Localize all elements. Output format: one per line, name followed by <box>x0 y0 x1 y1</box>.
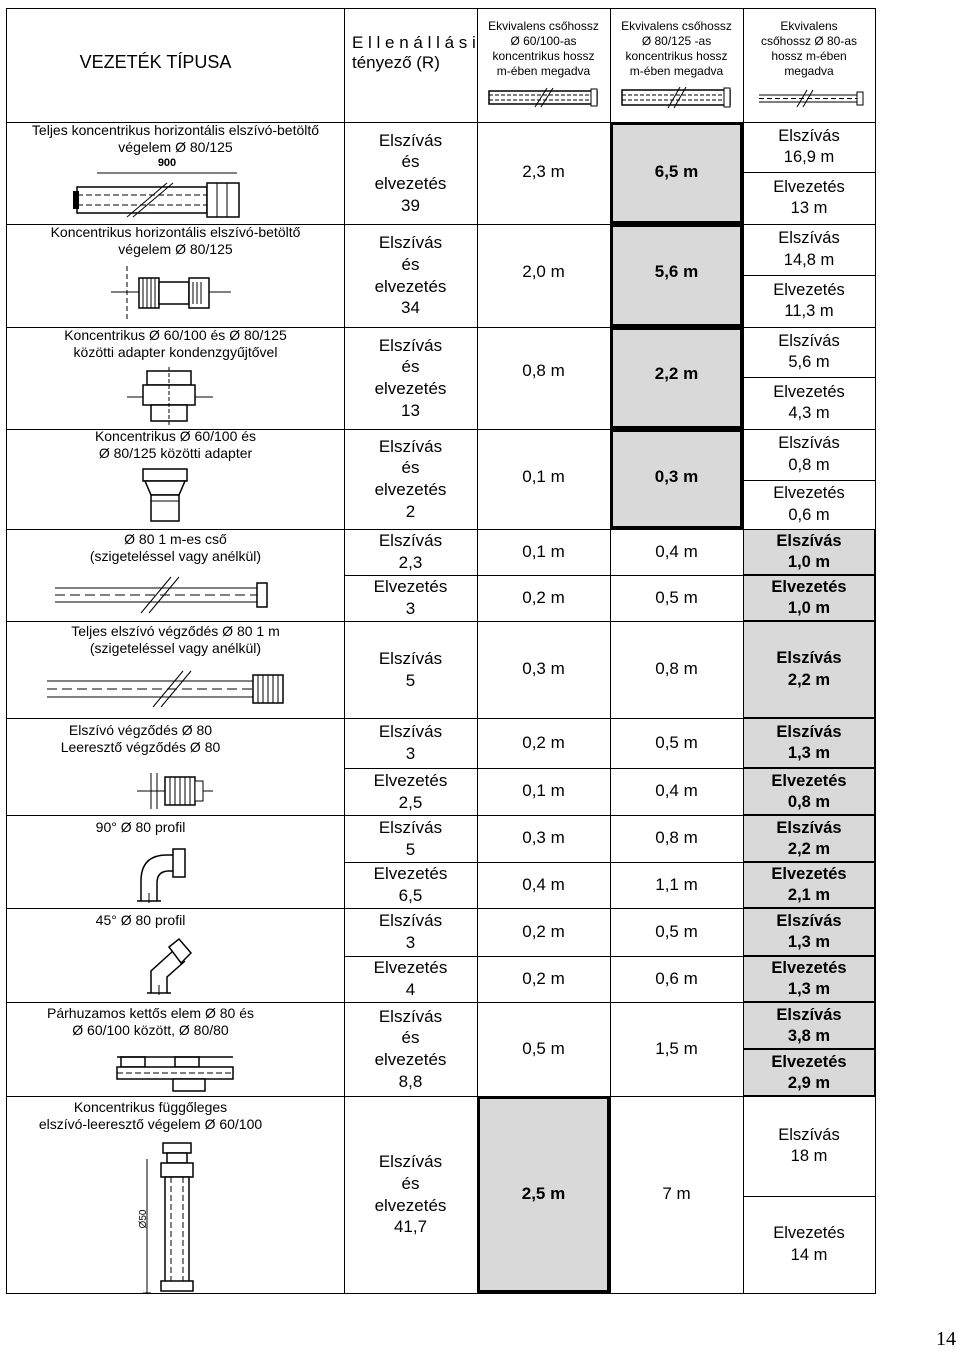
resistance-line: és <box>401 458 420 478</box>
type-label-line: Koncentrikus függőleges <box>73 1098 228 1115</box>
resistance-line: elvezetés <box>374 174 447 193</box>
resistance-line: és <box>401 152 420 172</box>
value-80-125 <box>610 908 743 956</box>
value-80-125 <box>610 1002 743 1096</box>
type-label-line: Elszívó végződés Ø 80 <box>68 721 213 738</box>
resistance-line: 3 <box>405 599 416 618</box>
resistance-cell <box>344 1096 477 1293</box>
dimension-text: 900 <box>157 157 177 170</box>
header-col3-line: hossz m-ében <box>771 49 847 63</box>
value-text: Elszívás <box>778 1125 840 1144</box>
value-text: 0,5 m <box>522 1038 565 1058</box>
value-80 <box>743 768 875 815</box>
value-text: Elszívás <box>778 434 840 453</box>
type-label <box>7 327 344 361</box>
terminal-pipe-drawing-icon <box>43 669 291 709</box>
header-type-title <box>7 9 344 122</box>
value-80 <box>743 327 875 377</box>
value-60-100 <box>477 575 610 621</box>
value-text: Elvezetés <box>771 771 847 790</box>
vertical-terminal-icon <box>137 1139 217 1295</box>
type-label-line: Ø 80 1 m-es cső <box>124 530 227 547</box>
value-text: 2,9 m <box>787 1073 831 1092</box>
type-label <box>7 910 344 932</box>
value-text: Elszívás <box>776 1005 842 1024</box>
header-col3-line: Ekvivalens <box>780 19 838 33</box>
value-80 <box>743 529 875 575</box>
value-text: 0,1 m <box>522 467 565 486</box>
value-60-100 <box>477 122 610 224</box>
value-text: 2,2 m <box>787 839 831 858</box>
value-60-100 <box>477 529 610 575</box>
value-text: 0,2 m <box>522 587 565 607</box>
value-60-100 <box>477 621 610 718</box>
resistance-line: Elszívás <box>378 722 443 742</box>
resistance-line: 2 <box>405 501 416 521</box>
adapter-drawing-icon <box>135 467 195 525</box>
value-text: Elvezetés <box>771 865 847 884</box>
resistance-cell <box>344 529 477 575</box>
value-text: Elvezetés <box>771 578 847 597</box>
resistance-line: Elvezetés <box>373 958 448 978</box>
value-text: Elvezetés <box>773 280 845 299</box>
resistance-line: Elszívás <box>378 130 443 150</box>
resistance-line: 34 <box>401 298 420 318</box>
type-label-line: Koncentrikus horizontális elszívó-betöltő <box>50 223 301 240</box>
value-60-100 <box>477 429 610 529</box>
value-80 <box>743 815 875 862</box>
type-label-line: Ø 80/125 közötti adapter <box>98 445 253 461</box>
value-80 <box>743 718 875 768</box>
header-resistance <box>344 9 477 122</box>
resistance-line: 3 <box>405 744 416 763</box>
value-text: 0,4 m <box>655 781 698 801</box>
resistance-line: Elszívás <box>378 436 443 456</box>
type-label-line: közötti adapter kondenzgyűjtővel <box>73 344 278 360</box>
resistance-line: és <box>401 254 420 274</box>
value-80 <box>743 224 875 275</box>
type-label-line: 90° Ø 80 profil <box>95 819 186 836</box>
header-col1-line: Ekvivalens csőhossz <box>488 19 599 33</box>
resistance-line: 5 <box>405 839 416 859</box>
value-text: 5,6 m <box>654 262 699 281</box>
resistance-line: 2,5 <box>398 792 423 812</box>
value-text: Elszívás <box>776 532 842 551</box>
value-text: 0,8 m <box>788 455 830 474</box>
value-80-125 <box>610 621 743 718</box>
type-label-line: Leeresztő végződés Ø 80 <box>60 739 221 755</box>
pipe-drawing-icon <box>51 575 271 615</box>
value-80-125 <box>610 718 743 768</box>
value-60-100 <box>477 718 610 768</box>
resistance-line: 6,5 <box>398 886 423 905</box>
value-text: 1,3 m <box>787 744 831 762</box>
value-80 <box>743 575 875 621</box>
value-80-125 <box>610 327 743 429</box>
value-text: 2,2 m <box>654 364 699 383</box>
resistance-line: Elszívás <box>378 335 443 355</box>
resistance-line: elvezetés <box>374 276 447 296</box>
value-text: Elszívás <box>778 126 840 145</box>
type-label <box>7 427 344 463</box>
type-label <box>7 224 344 258</box>
value-text: 0,5 m <box>655 921 698 941</box>
value-text: Elszívás <box>778 331 840 350</box>
type-label <box>7 1098 344 1134</box>
type-label-line: (szigeteléssel vagy anélkül) <box>89 640 262 656</box>
header-resistance-line: tényező (R) <box>352 53 440 73</box>
resistance-line: elvezetés <box>374 480 447 499</box>
resistance-line: 41,7 <box>393 1217 428 1237</box>
value-text: 0,3 m <box>522 828 565 848</box>
resistance-cell <box>344 768 477 815</box>
resistance-line: 5 <box>405 670 416 690</box>
value-text: 2,1 m <box>787 886 831 904</box>
value-80 <box>743 621 875 718</box>
resistance-line: 13 <box>401 400 420 420</box>
value-80-125 <box>610 862 743 908</box>
value-text: 4,3 m <box>788 404 830 422</box>
resistance-line: Elszívás <box>378 531 443 551</box>
value-80-125 <box>610 1096 743 1293</box>
value-80 <box>743 480 875 529</box>
value-text: Elszívás <box>776 649 842 668</box>
header-resistance-line: E l l e n á l l á s i <box>352 33 476 52</box>
header-col3-line: csőhossz Ø 80-as <box>760 34 858 48</box>
resistance-cell <box>344 224 477 327</box>
value-text: 0,4 m <box>522 874 565 894</box>
resistance-cell <box>344 621 477 718</box>
elbow-90-icon <box>135 843 195 903</box>
header-col2-line: Ekvivalens csőhossz <box>621 19 732 33</box>
value-text: 16,9 m <box>783 148 835 166</box>
resistance-line: Elszívás <box>378 648 443 668</box>
value-text: 2,3 m <box>522 162 565 181</box>
value-text: 0,8 m <box>787 792 831 811</box>
value-text: Elvezetés <box>771 1052 847 1071</box>
value-text: 13 m <box>790 199 828 217</box>
type-label-line: Teljes koncentrikus horizontális elszívó-betöltő <box>31 121 320 138</box>
terminal-drawing-icon <box>107 264 237 322</box>
value-80-125 <box>610 575 743 621</box>
header-col1-line: Ø 60/100-as <box>510 34 577 48</box>
resistance-line: 4 <box>405 980 416 999</box>
resistance-line: Elszívás <box>378 233 443 253</box>
twin-element-icon <box>115 1047 235 1095</box>
resistance-line: Elszívás <box>378 1006 443 1026</box>
value-text: Elszívás <box>778 229 840 248</box>
header-col2-line: koncentrikus hossz <box>625 49 728 63</box>
resistance-line: Elvezetés <box>373 577 448 597</box>
resistance-cell <box>344 1002 477 1096</box>
value-text: 7 m <box>662 1184 691 1204</box>
value-text: 18 m <box>790 1147 828 1165</box>
value-80 <box>743 862 875 908</box>
value-text: Elvezetés <box>773 382 845 401</box>
resistance-line: és <box>401 357 420 377</box>
value-60-100 <box>477 908 610 956</box>
value-80 <box>743 1002 875 1049</box>
value-80 <box>743 956 875 1002</box>
value-text: 0,8 m <box>655 659 698 679</box>
resistance-line: Elszívás <box>378 911 443 931</box>
value-text: 1,0 m <box>787 599 831 617</box>
value-text: 2,2 m <box>787 670 831 689</box>
value-text: 11,3 m <box>784 302 834 320</box>
value-60-100 <box>477 1002 610 1096</box>
value-80-125 <box>610 956 743 1002</box>
equivalent-length-table <box>6 8 876 1294</box>
value-text: 6,5 m <box>654 162 699 181</box>
value-text: 14 m <box>790 1245 828 1264</box>
value-80 <box>743 275 875 327</box>
value-60-100 <box>477 862 610 908</box>
type-label-line: Ø 60/100 között, Ø 80/80 <box>72 1022 229 1038</box>
resistance-cell <box>344 718 477 768</box>
type-label-line: végelem Ø 80/125 <box>118 139 233 155</box>
concentric-pipe-icon <box>487 87 602 109</box>
adapter-drawing-icon <box>125 367 215 425</box>
elbow-45-icon <box>145 937 205 995</box>
resistance-line: Elvezetés <box>373 864 448 884</box>
value-text: 3,8 m <box>787 1026 831 1045</box>
resistance-cell <box>344 815 477 862</box>
type-label-line: végelem Ø 80/125 <box>118 241 233 257</box>
value-60-100 <box>477 956 610 1002</box>
resistance-line: elvezetés <box>374 379 447 398</box>
value-text: Elszívás <box>776 912 842 931</box>
value-text: 1,3 m <box>787 980 831 998</box>
pipe-icon <box>753 89 868 109</box>
resistance-line: elvezetés <box>374 1195 447 1215</box>
value-text: 0,2 m <box>522 968 565 988</box>
value-60-100 <box>477 327 610 429</box>
value-text: 0,6 m <box>788 505 830 524</box>
value-80 <box>743 1049 875 1096</box>
value-80-125 <box>610 768 743 815</box>
resistance-line: és <box>401 1173 420 1193</box>
type-label-line: 45° Ø 80 profil <box>95 912 186 929</box>
value-80-125 <box>610 429 743 529</box>
dimension-text: Ø50 <box>138 1209 149 1229</box>
resistance-line: 8,8 <box>398 1071 423 1091</box>
value-text: 5,6 m <box>788 353 830 371</box>
resistance-line: 39 <box>401 195 420 215</box>
value-text: 0,2 m <box>522 921 565 941</box>
resistance-cell <box>344 575 477 621</box>
value-80-125 <box>610 224 743 327</box>
value-text: Elszívás <box>776 818 842 837</box>
type-label <box>7 529 344 567</box>
value-80 <box>743 377 875 429</box>
type-label <box>7 1004 344 1040</box>
value-80-125 <box>610 815 743 862</box>
resistance-line: 2,3 <box>398 553 423 572</box>
header-col2-line: m-ében megadva <box>629 64 724 78</box>
value-60-100 <box>477 815 610 862</box>
value-80 <box>743 1096 875 1196</box>
value-60-100 <box>477 768 610 815</box>
value-60-100 <box>477 1096 610 1293</box>
value-text: 0,1 m <box>522 541 565 561</box>
type-label-line: elszívó-leeresztő végelem Ø 60/100 <box>38 1116 263 1132</box>
value-80-125 <box>610 122 743 224</box>
resistance-cell <box>344 862 477 908</box>
value-text: Elvezetés <box>773 177 845 196</box>
value-text: 0,6 m <box>655 968 698 988</box>
value-text: 0,5 m <box>655 587 698 607</box>
value-text: 0,5 m <box>655 732 698 752</box>
value-text: 1,3 m <box>787 933 831 951</box>
header-col3-line: megadva <box>784 64 834 78</box>
type-label <box>7 122 344 156</box>
header-col1-line: m-ében megadva <box>496 64 591 78</box>
resistance-line: és <box>401 1028 420 1048</box>
value-80 <box>743 122 875 172</box>
type-label <box>7 721 344 757</box>
terminal-drawing-icon <box>67 169 267 219</box>
resistance-line: Elvezetés <box>373 770 448 790</box>
page-number: 14 <box>936 1328 956 1350</box>
header-type-title-text: VEZETÉK TÍPUSA <box>79 52 232 73</box>
value-text: 1,0 m <box>787 553 831 571</box>
value-80 <box>743 172 875 224</box>
type-label-line: Koncentrikus Ø 60/100 és Ø 80/125 <box>64 326 287 343</box>
header-col1-line: koncentrikus hossz <box>492 49 595 63</box>
value-text: Elvezetés <box>773 484 845 503</box>
value-80 <box>743 908 875 956</box>
terminal-drawing-icon <box>135 771 215 811</box>
value-80 <box>743 429 875 480</box>
value-text: 0,1 m <box>522 781 565 801</box>
value-text: 0,8 m <box>522 361 565 380</box>
value-text: 0,3 m <box>522 659 565 679</box>
value-text: 1,5 m <box>655 1038 698 1058</box>
resistance-cell <box>344 908 477 956</box>
resistance-cell <box>344 327 477 429</box>
type-label-line: (szigeteléssel vagy anélkül) <box>89 548 262 564</box>
value-text: 2,0 m <box>522 262 565 281</box>
resistance-line: Elszívás <box>378 817 443 837</box>
value-text: 0,4 m <box>655 541 698 561</box>
concentric-pipe-icon <box>620 87 735 109</box>
value-text: 0,2 m <box>522 732 565 752</box>
header-col2-line: Ø 80/125 -as <box>641 34 712 48</box>
value-text: 1,1 m <box>655 874 698 894</box>
type-label-line: Párhuzamos kettős elem Ø 80 és <box>47 1004 254 1021</box>
resistance-line: Elszívás <box>378 1152 443 1172</box>
resistance-cell <box>344 122 477 224</box>
type-label-line: Teljes elszívó végződés Ø 80 1 m <box>71 622 280 639</box>
value-80-125 <box>610 529 743 575</box>
value-text: 0,8 m <box>655 828 698 848</box>
value-text: 2,5 m <box>521 1184 566 1204</box>
value-text: Elszívás <box>776 723 842 742</box>
resistance-cell <box>344 429 477 529</box>
resistance-line: 3 <box>405 933 416 952</box>
type-label-line: Koncentrikus Ø 60/100 és <box>94 427 257 444</box>
value-80 <box>743 1196 875 1293</box>
type-label <box>7 621 344 659</box>
value-text: Elvezetés <box>773 1224 845 1243</box>
value-text: Elvezetés <box>771 959 847 978</box>
resistance-cell <box>344 956 477 1002</box>
value-text: 14,8 m <box>783 250 835 269</box>
resistance-line: elvezetés <box>374 1050 447 1069</box>
value-60-100 <box>477 224 610 327</box>
value-text: 0,3 m <box>654 467 699 486</box>
type-label <box>7 817 344 839</box>
